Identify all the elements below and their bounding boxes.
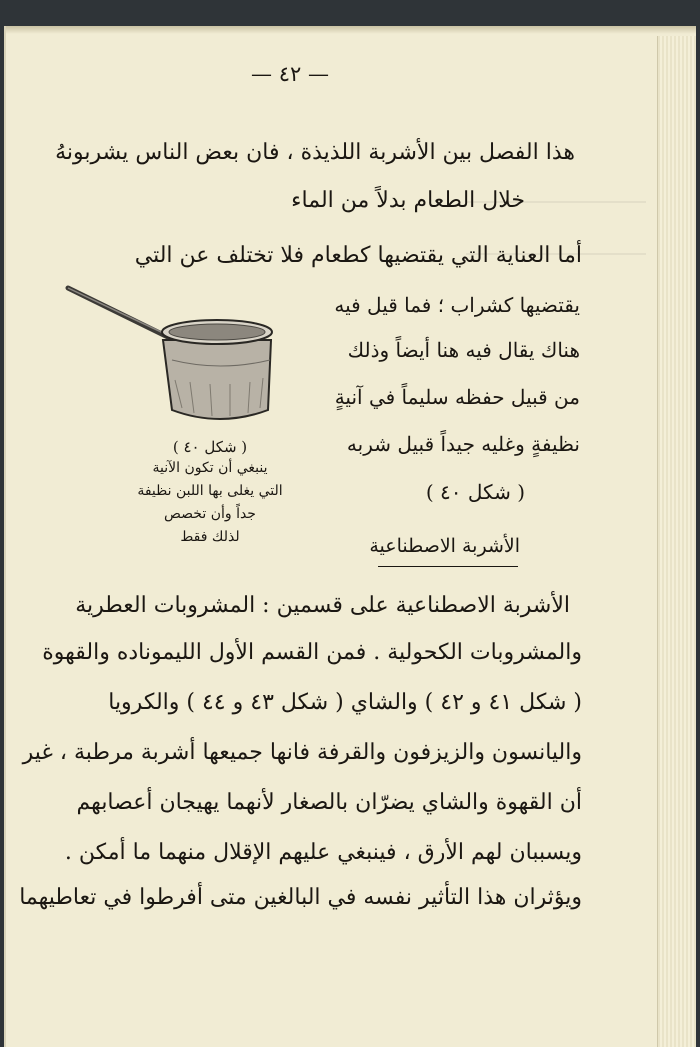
care-line-4: من قبيل حفظه سليماً في آنيةٍ xyxy=(334,385,580,409)
section-heading-rule xyxy=(378,566,518,567)
intro-line-1: هذا الفصل بين الأشربة اللذيذة ، فان بعض الناس يشربونهُ xyxy=(55,140,575,165)
page-number: — ٤٢ — xyxy=(251,62,329,86)
figure-caption-label: ( شكل ٤٠ ) xyxy=(172,438,248,456)
care-line-1: أما العناية التي يقتضيها كطعام فلا تختلف عن التي xyxy=(134,243,582,268)
artificial-line-1: الأشربة الاصطناعية على قسمين : المشروبات العطرية xyxy=(75,593,570,618)
artificial-line-7: ويؤثران هذا التأثير نفسه في البالغين متى أفرطوا في تعاطيهما xyxy=(19,885,582,910)
care-line-3: هناك يقال فيه هنا أيضاً وذلك xyxy=(347,338,580,362)
intro-line-2: خلال الطعام بدلاً من الماء xyxy=(291,188,525,213)
section-heading: الأشربة الاصطناعية xyxy=(369,535,520,557)
care-line-6: ( شكل ٤٠ ) xyxy=(425,480,525,504)
figure-caption-line-3: جداً وأن تخصص xyxy=(164,506,256,522)
artificial-line-3: ( شكل ٤١ و ٤٢ ) والشاي ( شكل ٤٣ و ٤٤ ) والكرويا xyxy=(108,690,582,715)
artificial-line-5: أن القهوة والشاي يضرّان بالصغار لأنهما يهيجان أعصابهم xyxy=(76,790,582,815)
artificial-line-2: والمشروبات الكحولية . فمن القسم الأول الليموناده والقهوة xyxy=(42,640,582,665)
figure-caption-line-2: التي يغلى بها اللبن نظيفة xyxy=(137,483,283,499)
artificial-line-6: ويسببان لهم الأرق ، فينبغي عليهم الإقلال منهما ما أمكن . xyxy=(64,840,582,865)
figure-caption-line-1: ينبغي أن تكون الآنية xyxy=(152,460,268,476)
saucepan-illustration xyxy=(60,280,290,440)
saucepan-body xyxy=(162,320,272,419)
care-line-5: نظيفةٍ وغليه جيداً قبيل شربه xyxy=(346,432,580,456)
page-top-shadow xyxy=(6,26,696,34)
figure-caption-line-4: لذلك فقط xyxy=(180,529,240,545)
care-line-2: يقتضيها كشراب ؛ فما قيل فيه xyxy=(334,293,580,317)
artificial-line-4: واليانسون والزيزفون والقرفة فانها جميعها أشربة مرطبة ، غير xyxy=(22,740,582,765)
page-edge xyxy=(657,36,696,1047)
